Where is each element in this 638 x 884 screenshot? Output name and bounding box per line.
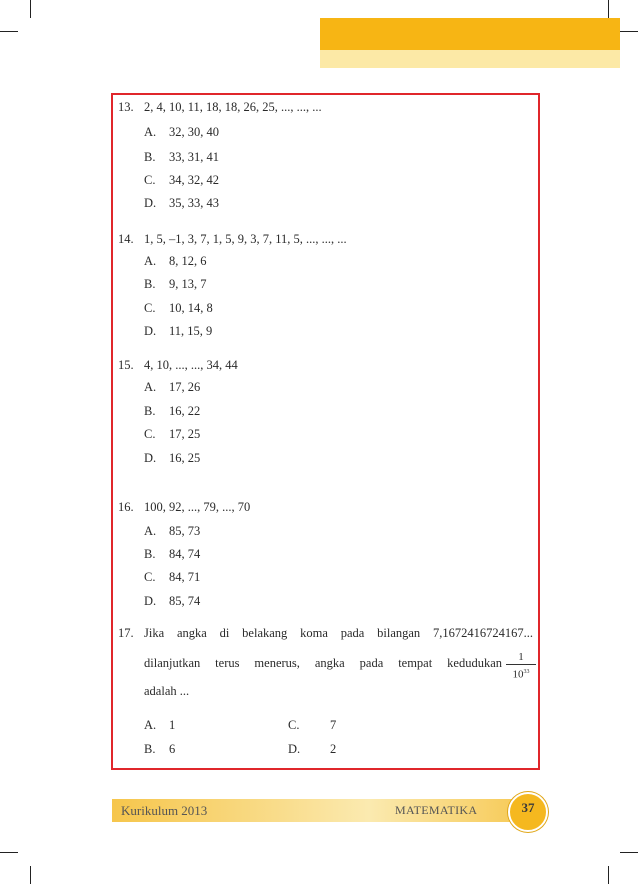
option-text: 35, 33, 43 — [169, 196, 219, 210]
fraction — [506, 651, 536, 681]
question-stem: 2, 4, 10, 11, 18, 18, 26, 25, ..., ..., ... — [144, 100, 322, 114]
question-17-line-3-text: adalah ... — [144, 684, 190, 698]
option-text: 33, 31, 41 — [169, 150, 219, 164]
crop-mark — [608, 866, 609, 884]
crop-mark — [0, 31, 18, 32]
option-text: 85, 74 — [169, 594, 201, 608]
crop-mark — [30, 0, 31, 18]
page-number: 37 — [521, 800, 535, 815]
option-text: 16, 25 — [169, 451, 201, 465]
question-stem: 1, 5, –1, 3, 7, 1, 5, 9, 3, 7, 11, 5, ..., ..., ... — [144, 232, 347, 246]
option-letter: B. — [144, 742, 156, 756]
option-text: 6 — [169, 742, 176, 756]
option-letter: D. — [288, 742, 301, 756]
option-text: 17, 25 — [169, 427, 201, 441]
fraction-denominator — [506, 666, 536, 681]
option-letter: C. — [144, 301, 156, 315]
fraction-numerator: 1 — [518, 651, 524, 663]
option-letter: C. — [288, 718, 300, 732]
crop-mark — [620, 852, 638, 853]
option-letter: C. — [144, 427, 156, 441]
option-text: 7 — [330, 718, 337, 732]
option-letter: C. — [144, 173, 156, 187]
option-text: 8, 12, 6 — [169, 254, 207, 268]
header-decoration-band — [320, 50, 620, 68]
fraction-exponent: 33 — [523, 669, 530, 675]
option-letter: B. — [144, 404, 156, 418]
option-letter: D. — [144, 324, 157, 338]
option-letter: A. — [144, 524, 157, 538]
crop-mark — [0, 852, 18, 853]
question-17-line-3 — [144, 684, 189, 699]
option-text: 17, 26 — [169, 380, 201, 394]
option-letter: D. — [144, 594, 157, 608]
fraction-bar — [506, 664, 536, 665]
option-letter: D. — [144, 451, 157, 465]
option-letter: C. — [144, 570, 156, 584]
question-stem: 100, 92, ..., 79, ..., 70 — [144, 500, 251, 514]
option-text: 1 — [169, 718, 176, 732]
question-17-line-1: Jika angka di belakang koma pada bilangan 7,1672416724167... — [144, 626, 533, 640]
option-letter: A. — [144, 254, 157, 268]
option-text: 85, 73 — [169, 524, 201, 538]
option-letter: A. — [144, 718, 157, 732]
question-number: 16. — [118, 500, 134, 514]
option-text: 32, 30, 40 — [169, 125, 219, 139]
question-number: 15. — [118, 358, 134, 372]
subject-label: MATEMATIKA — [395, 803, 478, 817]
crop-mark — [30, 866, 31, 884]
option-text: 9, 13, 7 — [169, 277, 207, 291]
question-stem: 4, 10, ..., ..., 34, 44 — [144, 358, 238, 372]
crop-mark — [620, 31, 638, 32]
option-letter: B. — [144, 547, 156, 561]
crop-mark — [608, 0, 609, 18]
option-text: 84, 74 — [169, 547, 201, 561]
question-17-line-2: dilanjutkan terus menerus, angka pada tempat kedudukan — [144, 656, 502, 670]
option-letter: B. — [144, 277, 156, 291]
option-text: 84, 71 — [169, 570, 201, 584]
option-text: 2 — [330, 742, 337, 756]
option-letter: A. — [144, 380, 157, 394]
option-text: 16, 22 — [169, 404, 201, 418]
curriculum-label: Kurikulum 2013 — [121, 803, 208, 818]
option-text: 11, 15, 9 — [169, 324, 213, 338]
option-text: 10, 14, 8 — [169, 301, 213, 315]
question-number: 17. — [118, 626, 134, 640]
option-letter: D. — [144, 196, 157, 210]
fraction-base: 10 — [512, 668, 524, 681]
question-number: 14. — [118, 232, 134, 246]
option-text: 34, 32, 42 — [169, 173, 219, 187]
question-number: 13. — [118, 100, 134, 114]
option-letter: A. — [144, 125, 157, 139]
option-letter: B. — [144, 150, 156, 164]
